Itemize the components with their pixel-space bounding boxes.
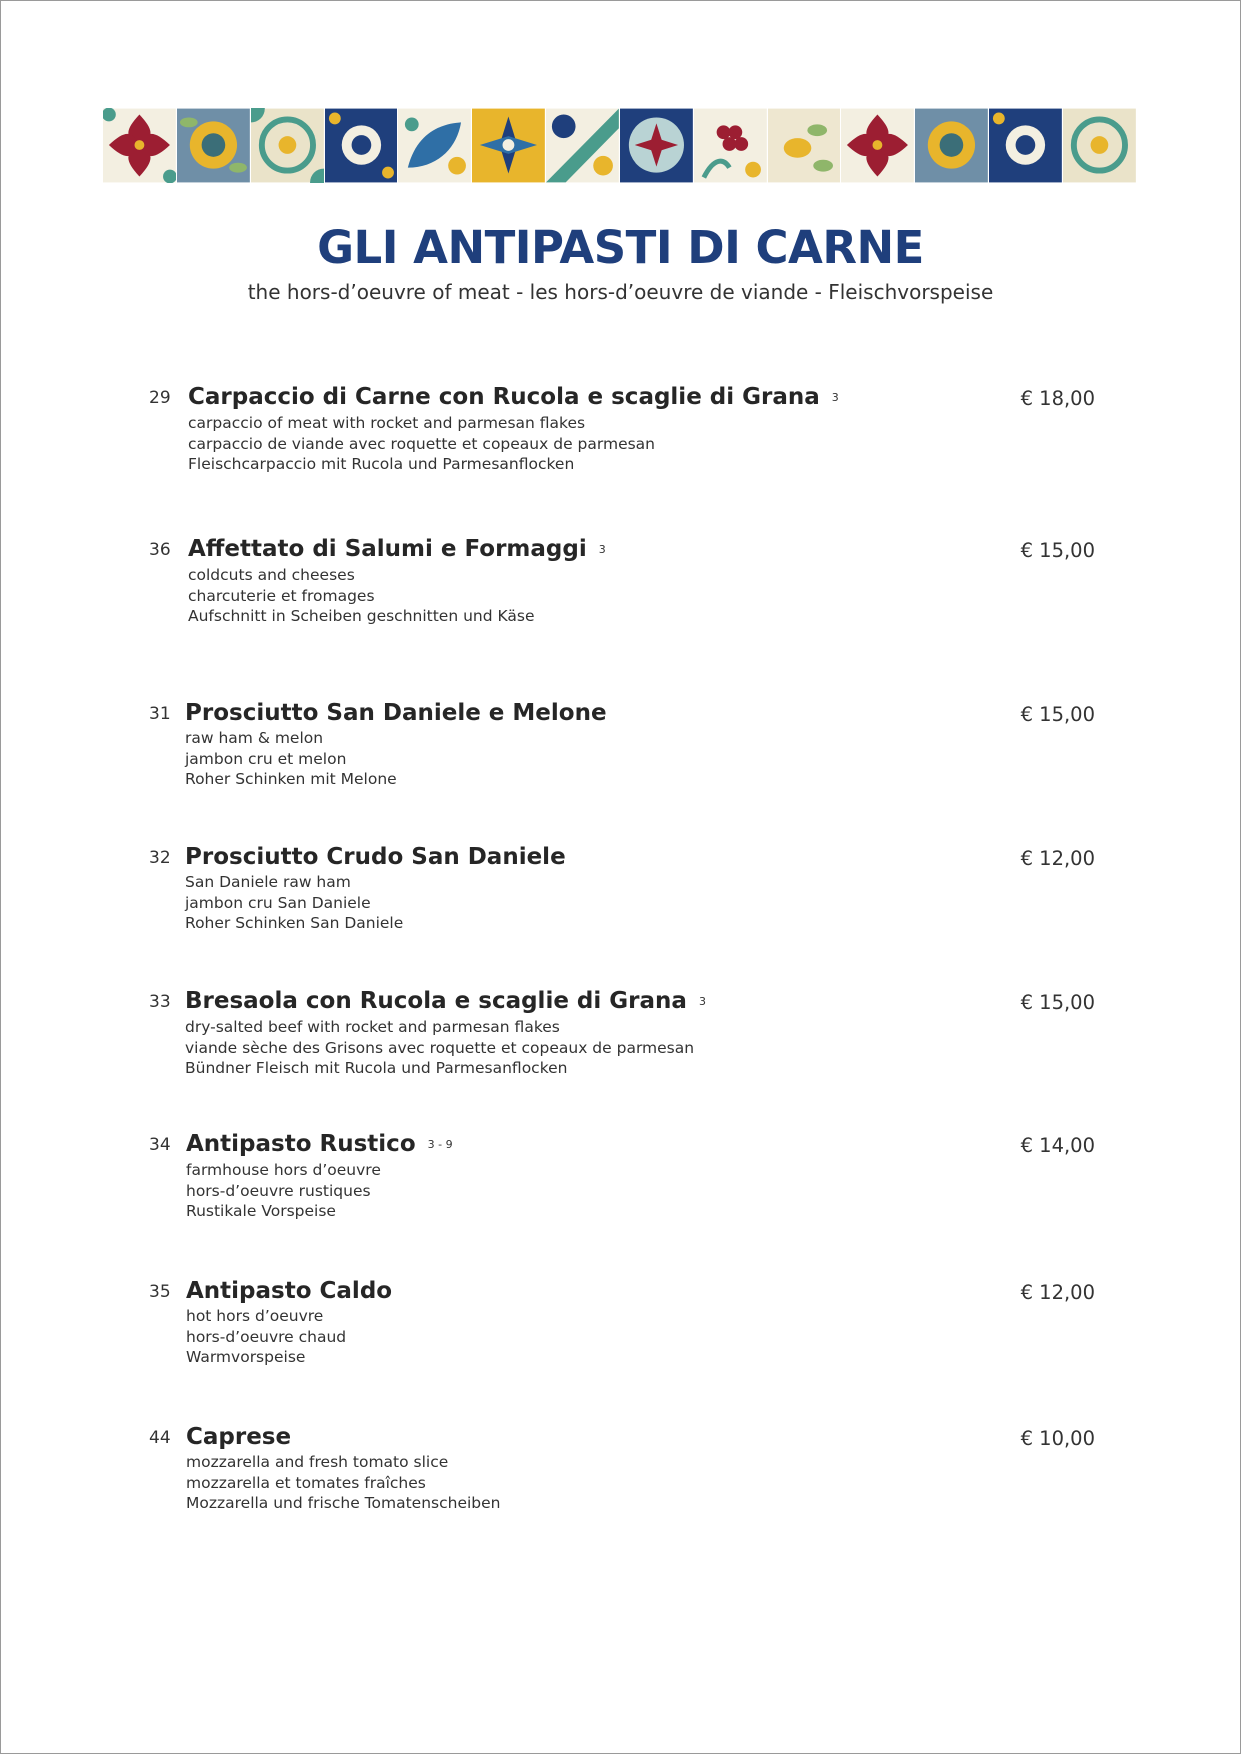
item-number: 32 xyxy=(149,848,171,868)
item-number: 35 xyxy=(149,1282,171,1302)
allergen-code: 3 - 9 xyxy=(427,1138,453,1151)
item-price: € 14,00 xyxy=(1020,1134,1095,1157)
item-desc-de: Roher Schinken San Daniele xyxy=(185,914,404,932)
item-body xyxy=(188,534,606,627)
menu-item xyxy=(0,842,1241,942)
item-body xyxy=(186,1129,453,1222)
tile-yellow-lemon-2-icon xyxy=(915,108,989,183)
item-name-text: Prosciutto San Daniele e Melone xyxy=(185,700,607,726)
tile-red-flower-icon xyxy=(103,108,177,183)
tile-cream-lemon-icon xyxy=(768,108,842,183)
item-desc-en: coldcuts and cheeses xyxy=(188,566,355,584)
tile-blue-leaf-icon xyxy=(398,108,472,183)
tile-navy-flower-icon xyxy=(325,108,399,183)
menu-item xyxy=(0,1422,1241,1522)
item-number: 31 xyxy=(149,704,171,724)
item-desc-fr: mozzarella et tomates fraîches xyxy=(186,1473,426,1492)
item-price: € 15,00 xyxy=(1020,539,1095,562)
item-desc-en: farmhouse hors d’oeuvre xyxy=(186,1161,381,1179)
item-name xyxy=(186,1276,392,1306)
item-name xyxy=(188,534,606,565)
tile-yellow-lemon-icon xyxy=(177,108,251,183)
item-price: € 12,00 xyxy=(1020,847,1095,870)
item-desc-fr: jambon cru San Daniele xyxy=(185,893,371,912)
item-name xyxy=(188,382,839,413)
item-price: € 12,00 xyxy=(1020,1281,1095,1304)
menu-item xyxy=(0,1129,1241,1229)
item-number: 36 xyxy=(149,540,171,560)
item-name xyxy=(186,1129,453,1160)
item-desc-fr: charcuterie et fromages xyxy=(188,586,375,605)
item-desc-en: dry-salted beef with rocket and parmesan flakes xyxy=(185,1018,560,1036)
item-number: 33 xyxy=(149,992,171,1012)
menu-item xyxy=(0,382,1241,482)
item-desc-fr: jambon cru et melon xyxy=(185,749,347,768)
page-title: GLI ANTIPASTI DI CARNE xyxy=(317,221,924,274)
item-desc-en: carpaccio of meat with rocket and parmesan flakes xyxy=(188,414,586,432)
menu-item xyxy=(0,534,1241,634)
menu-header xyxy=(0,220,1241,306)
item-name-text: Caprese xyxy=(186,1424,292,1450)
item-desc-de: Aufschnitt in Scheiben geschnitten und Käse xyxy=(188,607,535,625)
item-name xyxy=(185,842,566,872)
item-desc-en: San Daniele raw ham xyxy=(185,873,351,891)
item-name-text: Antipasto Rustico xyxy=(186,1131,416,1157)
tile-pale-rosette-icon xyxy=(620,108,694,183)
item-body xyxy=(186,1276,392,1368)
allergen-code: 3 xyxy=(698,995,706,1008)
item-desc-de: Rustikale Vorspeise xyxy=(186,1202,336,1220)
item-name-text: Carpaccio di Carne con Rucola e scaglie di Grana xyxy=(188,384,820,410)
tile-grapes-icon xyxy=(694,108,768,183)
tile-red-flower-2-icon xyxy=(841,108,915,183)
tile-teal-circle-2-icon xyxy=(1063,108,1137,183)
tile-teal-navy-icon xyxy=(546,108,620,183)
item-price: € 10,00 xyxy=(1020,1427,1095,1450)
item-price: € 15,00 xyxy=(1020,703,1095,726)
majolica-tiles-banner xyxy=(103,108,1137,183)
item-number: 44 xyxy=(149,1428,171,1448)
menu-item xyxy=(0,1276,1241,1376)
item-body xyxy=(185,986,706,1079)
item-desc-en: hot hors d’oeuvre xyxy=(186,1307,324,1325)
tile-yellow-blue-icon xyxy=(472,108,546,183)
item-name-text: Bresaola con Rucola e scaglie di Grana xyxy=(185,988,687,1014)
item-desc-en: raw ham & melon xyxy=(185,729,324,747)
item-body xyxy=(185,698,607,790)
item-desc-fr: hors-d’oeuvre chaud xyxy=(186,1327,347,1346)
allergen-code: 3 xyxy=(831,391,839,404)
item-desc-de: Mozzarella und frische Tomatenscheiben xyxy=(186,1494,501,1512)
item-price: € 18,00 xyxy=(1020,387,1095,410)
item-desc-de: Bündner Fleisch mit Rucola und Parmesanflocken xyxy=(185,1059,568,1077)
item-desc-de: Roher Schinken mit Melone xyxy=(185,770,397,788)
tile-navy-flower-2-icon xyxy=(989,108,1063,183)
item-desc-en: mozzarella and fresh tomato slice xyxy=(186,1453,449,1471)
item-body xyxy=(185,842,566,934)
item-desc-fr: viande sèche des Grisons avec roquette et copeaux de parmesan xyxy=(185,1038,695,1057)
item-desc-de: Fleischcarpaccio mit Rucola und Parmesanflocken xyxy=(188,455,575,473)
item-name xyxy=(185,698,607,728)
tile-teal-circle-icon xyxy=(251,108,325,183)
item-name xyxy=(186,1422,500,1452)
item-price: € 15,00 xyxy=(1020,991,1095,1014)
item-name xyxy=(185,986,706,1017)
item-desc-fr: carpaccio de viande avec roquette et copeaux de parmesan xyxy=(188,434,655,453)
item-name-text: Prosciutto Crudo San Daniele xyxy=(185,844,566,870)
item-body xyxy=(186,1422,500,1514)
item-name-text: Antipasto Caldo xyxy=(186,1278,393,1304)
item-number: 34 xyxy=(149,1135,171,1155)
allergen-code: 3 xyxy=(598,543,606,556)
menu-item xyxy=(0,698,1241,798)
item-number: 29 xyxy=(149,388,171,408)
item-name-text: Affettato di Salumi e Formaggi xyxy=(188,536,587,562)
item-body xyxy=(188,382,839,475)
item-desc-de: Warmvorspeise xyxy=(186,1348,306,1366)
page-subtitle: the hors-d’oeuvre of meat - les hors-d’oeuvre de viande - Fleischvorspeise xyxy=(247,280,994,304)
menu-item xyxy=(0,986,1241,1086)
item-desc-fr: hors-d’oeuvre rustiques xyxy=(186,1181,371,1200)
